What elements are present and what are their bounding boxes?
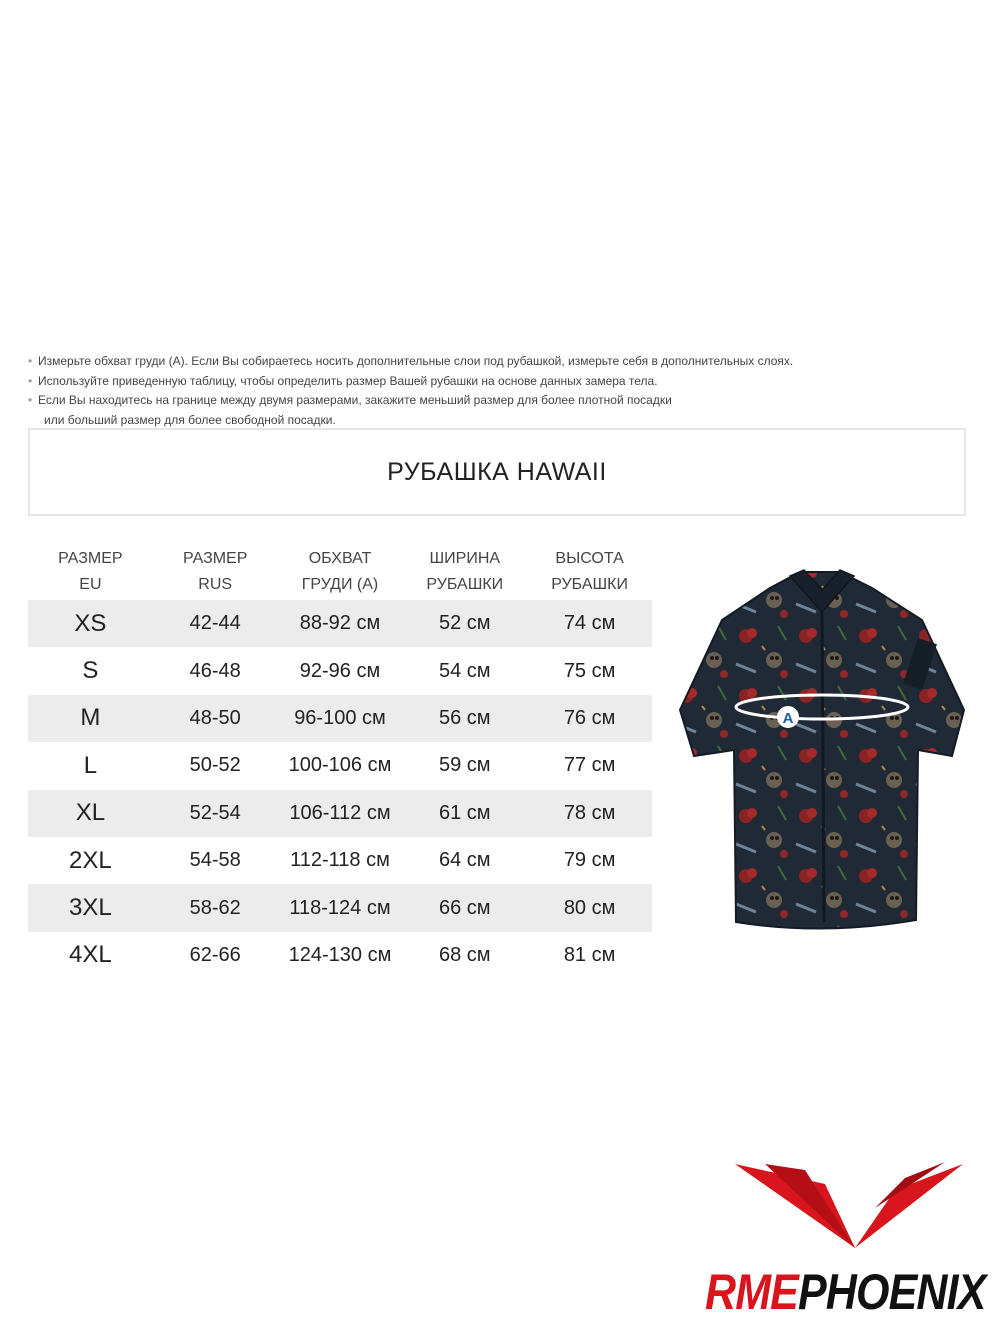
cell-size-rus: 46-48 bbox=[189, 659, 241, 682]
cell-chest: 92-96 см bbox=[299, 659, 381, 682]
brand-part-rme: RME bbox=[705, 1264, 798, 1320]
cell-size-rus: 48-50 bbox=[153, 695, 278, 742]
table-row bbox=[28, 600, 652, 647]
cell-size-eu: 4XL bbox=[69, 941, 112, 969]
cell-width: 56 см bbox=[402, 695, 527, 742]
cell-size-eu: M bbox=[28, 695, 153, 742]
cell-chest: 88-92 см bbox=[278, 600, 403, 647]
cell-size-rus: 58-62 bbox=[153, 884, 278, 931]
instruction-item bbox=[28, 372, 968, 392]
header-width: ШИРИНА РУБАШКИ bbox=[426, 550, 504, 593]
cell-width: 68 см bbox=[439, 943, 491, 966]
instruction-continuation: или больший размер для более свободной посадки. bbox=[44, 412, 336, 427]
measure-label: A bbox=[782, 710, 794, 727]
cell-width: 64 см bbox=[439, 849, 491, 872]
table-row bbox=[28, 695, 652, 742]
cell-size-eu: XL bbox=[28, 790, 153, 837]
header-height: ВЫСОТА РУБАШКИ bbox=[551, 550, 628, 593]
phoenix-logo-icon bbox=[705, 1160, 985, 1260]
instruction-item bbox=[28, 391, 968, 411]
bullet-icon: • bbox=[28, 354, 33, 368]
table-row bbox=[28, 742, 652, 789]
header-size-rus: РАЗМЕР RUS bbox=[182, 550, 248, 593]
bullet-icon: • bbox=[28, 373, 33, 388]
cell-size-rus: 54-58 bbox=[189, 849, 241, 872]
instructions bbox=[28, 352, 968, 430]
header-size-eu: РАЗМЕР EU bbox=[58, 550, 123, 593]
cell-width: 59 см bbox=[439, 754, 491, 777]
table-row bbox=[28, 647, 652, 694]
header-chest: ОБХВАТ ГРУДИ (А) bbox=[301, 550, 379, 593]
table-row bbox=[28, 884, 652, 931]
instruction-text: Используйте приведенную таблицу, чтобы определить размер Вашей рубашки на основе данных замера тела. bbox=[38, 373, 658, 388]
cell-height: 79 см bbox=[563, 849, 616, 872]
brand-wordmark bbox=[705, 1263, 986, 1321]
cell-size-rus: 62-66 bbox=[189, 943, 241, 966]
brand-logo bbox=[705, 1160, 985, 1320]
cell-chest: 96-100 см bbox=[278, 695, 403, 742]
size-table bbox=[28, 542, 652, 979]
cell-height: 75 см bbox=[563, 659, 616, 682]
cell-width: 61 см bbox=[402, 790, 527, 837]
cell-size-rus: 42-44 bbox=[153, 600, 278, 647]
cell-width: 66 см bbox=[402, 884, 527, 931]
cell-size-eu: L bbox=[83, 751, 98, 779]
cell-height: 74 см bbox=[527, 600, 652, 647]
cell-chest: 118-124 см bbox=[278, 884, 403, 931]
table-row bbox=[28, 932, 652, 979]
cell-height: 76 см bbox=[527, 695, 652, 742]
cell-width: 52 см bbox=[402, 600, 527, 647]
bullet-icon: • bbox=[28, 393, 33, 407]
cell-size-rus: 52-54 bbox=[153, 790, 278, 837]
cell-chest: 100-106 см bbox=[288, 754, 392, 777]
cell-chest: 106-112 см bbox=[278, 790, 403, 837]
cell-height: 78 см bbox=[527, 790, 652, 837]
instruction-text: Если Вы находитесь на границе между двумя размерами, закажите меньший размер для более плотной посадки bbox=[38, 393, 672, 407]
cell-chest: 112-118 см bbox=[290, 849, 390, 872]
cell-height: 77 см bbox=[563, 754, 616, 777]
instruction-text: Измерьте обхват груди (А). Если Вы собираетесь носить дополнительные слои под рубашкой, измерьте себя в дополнительных слоях. bbox=[38, 354, 794, 368]
cell-width: 54 см bbox=[439, 659, 491, 682]
cell-size-eu: S bbox=[82, 657, 99, 685]
product-title-box bbox=[28, 428, 966, 516]
product-title: РУБАШКА HAWAII bbox=[387, 457, 607, 486]
shirt-figure bbox=[672, 560, 976, 950]
cell-height: 81 см bbox=[563, 943, 616, 966]
cell-size-rus: 50-52 bbox=[189, 754, 241, 777]
table-row bbox=[28, 790, 652, 837]
table-row bbox=[28, 837, 652, 884]
shirt-icon bbox=[672, 560, 976, 950]
cell-size-eu: 3XL bbox=[28, 884, 153, 931]
cell-height: 80 см bbox=[527, 884, 652, 931]
cell-size-eu: XS bbox=[28, 600, 153, 647]
cell-size-eu: 2XL bbox=[69, 846, 112, 874]
brand-part-phoenix: PHOENIX bbox=[797, 1264, 986, 1320]
table-header-row bbox=[28, 542, 652, 600]
instruction-item bbox=[28, 352, 968, 372]
cell-chest: 124-130 см bbox=[288, 943, 392, 966]
